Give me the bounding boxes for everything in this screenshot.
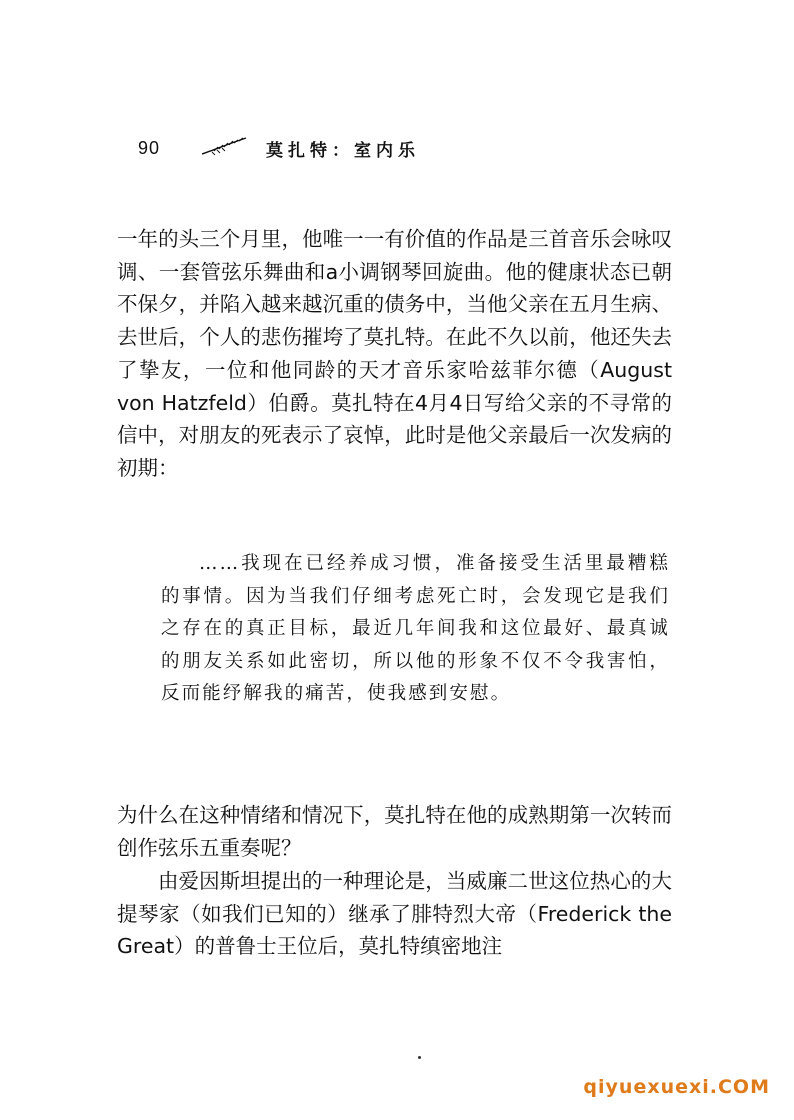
block-quote: ……我现在已经养成习惯，准备接受生活里最糟糕的事情。因为当我们仔细考虑死亡时，会发现它是我们之存在的真正目标，最近几年间我和这位最好、最真诚的朋友关系如此密切，所以他的形象不仅不令我害怕，反而能纾解我的痛苦，使我感到安慰。: [161, 553, 670, 704]
watermark: qiyuexuexi.COM: [583, 1076, 770, 1098]
running-title: 莫扎特：室内乐: [266, 141, 420, 161]
page-number: 90: [138, 138, 161, 158]
page-header: [138, 136, 698, 166]
quill-pen-icon: [200, 136, 250, 158]
paragraph-2: 为什么在这种情绪和情况下，莫扎特在他的成熟期第一次转而创作弦乐五重奏呢？: [117, 803, 672, 860]
paragraph-3: 由爱因斯坦提出的一种理论是，当威廉二世这位热心的大提琴家（如我们已知的）继承了腓特烈大帝（Frederick the Great）的普鲁士王位后，莫扎特缜密地注: [117, 869, 672, 959]
footer-dot: [418, 1056, 421, 1059]
paragraph-1: 一年的头三个月里，他唯一一有价值的作品是三首音乐会咏叹调、一套管弦乐舞曲和a小调钢琴回旋曲。他的健康状态已朝不保夕，并陷入越来越沉重的债务中，当他父亲在五月生病、去世后，个人的悲伤摧垮了莫扎特。在此不久以前，他还失去了挚友，一位和他同龄的天才音乐家哈兹菲尔德（August von Hatzfeld）伯爵。莫扎特在4月4日写给父亲的不寻常的信中，对朋友的死表示了哀悼，此时是他父亲最后一次发病的初期：: [117, 227, 672, 480]
